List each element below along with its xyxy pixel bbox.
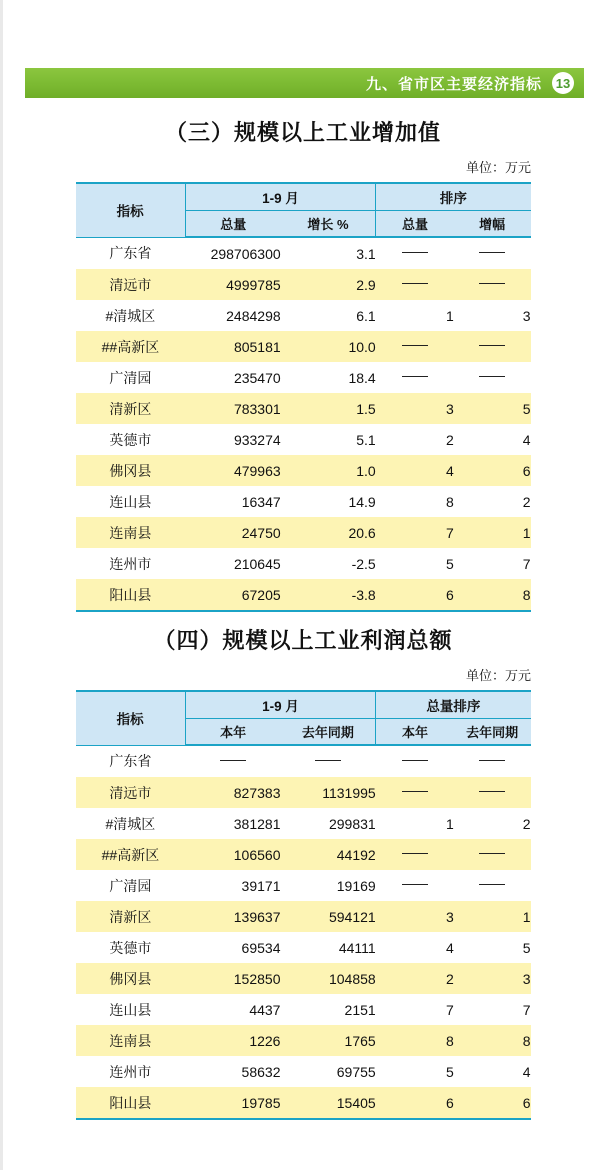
table-cell: 67205 bbox=[185, 579, 280, 611]
table-head-row-top bbox=[76, 691, 531, 719]
empty-dash bbox=[315, 760, 341, 761]
row-label: 佛冈县 bbox=[76, 963, 186, 994]
table-cell: 235470 bbox=[233, 369, 281, 386]
table-cell: 1765 bbox=[280, 1025, 375, 1056]
table-cell: 1 bbox=[454, 517, 531, 548]
table-cell: -2.5 bbox=[351, 555, 376, 572]
table-row bbox=[76, 237, 531, 269]
table-cell: 3 bbox=[376, 393, 454, 424]
table-cell: 5 bbox=[522, 939, 531, 956]
column-header-sub-2: 增长 % bbox=[281, 211, 376, 238]
row-label: 广清园 bbox=[109, 877, 152, 894]
table-row bbox=[76, 870, 531, 901]
section-header-bar bbox=[25, 68, 584, 98]
empty-dash bbox=[479, 853, 505, 854]
column-header-index: 指标 bbox=[76, 183, 186, 237]
table-cell: 3 bbox=[522, 307, 531, 324]
table-cell bbox=[376, 870, 454, 901]
data-table bbox=[76, 690, 531, 1120]
row-label: 清远市 bbox=[76, 777, 186, 808]
row-label: 连南县 bbox=[76, 517, 186, 548]
table-row bbox=[76, 517, 531, 548]
table-head bbox=[76, 183, 531, 237]
row-label: #清城区 bbox=[105, 307, 156, 324]
table-row bbox=[76, 901, 531, 932]
column-group-period: 1-9 月 bbox=[185, 691, 375, 719]
table-cell: 6 bbox=[454, 1087, 531, 1119]
table-cell: 298706300 bbox=[210, 245, 281, 262]
table-cell: 5 bbox=[446, 555, 454, 572]
table-cell: 2484298 bbox=[226, 307, 281, 324]
row-label: ##高新区 bbox=[76, 331, 186, 362]
table-cell: 4437 bbox=[249, 1001, 281, 1018]
table-row bbox=[76, 455, 531, 486]
table-cell: 14.9 bbox=[348, 493, 376, 510]
table-cell: 7 bbox=[522, 555, 531, 572]
header-title: 九、省市区主要经济指标 bbox=[365, 75, 542, 93]
section-title: （四）规模以上工业利润总额 bbox=[153, 628, 453, 653]
table-cell: 2151 bbox=[344, 1001, 376, 1018]
row-label: 广东省 bbox=[109, 245, 152, 262]
table-cell: 933274 bbox=[233, 431, 281, 448]
table-row bbox=[76, 424, 531, 455]
table-cell: 5 bbox=[454, 393, 531, 424]
table-cell: 2.9 bbox=[281, 269, 376, 300]
table-cell: 1 bbox=[454, 901, 531, 932]
table-cell: 8 bbox=[454, 579, 531, 611]
table-cell: 58632 bbox=[241, 1063, 281, 1080]
row-label: 连州市 bbox=[109, 555, 152, 572]
empty-dash bbox=[479, 345, 505, 346]
data-table bbox=[76, 182, 531, 612]
table-cell: 24750 bbox=[185, 517, 280, 548]
table-cell: 805181 bbox=[185, 331, 280, 362]
table-cell: 15405 bbox=[280, 1087, 375, 1119]
table-cell bbox=[376, 362, 454, 393]
table-cell: 18.4 bbox=[348, 369, 376, 386]
table-cell: 6 bbox=[376, 579, 454, 611]
table-row bbox=[76, 1056, 531, 1087]
row-label: #清城区 bbox=[105, 815, 156, 832]
empty-dash bbox=[402, 283, 428, 284]
table-row bbox=[76, 932, 531, 963]
table-cell bbox=[454, 839, 531, 870]
row-label: 连山县 bbox=[109, 1001, 152, 1018]
table-cell bbox=[454, 870, 531, 901]
table-cell: 104858 bbox=[280, 963, 375, 994]
table-cell: 7 bbox=[376, 517, 454, 548]
column-header-sub-2: 去年同期 bbox=[280, 719, 375, 746]
row-label: 英德市 bbox=[109, 939, 152, 956]
empty-dash bbox=[402, 760, 428, 761]
empty-dash bbox=[479, 252, 505, 253]
row-label: 英德市 bbox=[109, 431, 152, 448]
empty-dash bbox=[479, 283, 505, 284]
table-cell bbox=[454, 745, 531, 777]
empty-dash bbox=[402, 252, 428, 253]
table-cell: 299831 bbox=[328, 815, 376, 832]
table-cell: 19785 bbox=[185, 1087, 280, 1119]
table-cell: 44192 bbox=[280, 839, 375, 870]
table-row bbox=[76, 745, 531, 777]
empty-dash bbox=[402, 884, 428, 885]
table-row bbox=[76, 963, 531, 994]
table-cell: 1226 bbox=[185, 1025, 280, 1056]
table-row bbox=[76, 486, 531, 517]
section-industrial-profit-total bbox=[3, 624, 600, 1120]
table-cell: 1.0 bbox=[281, 455, 376, 486]
table-cell: 106560 bbox=[185, 839, 280, 870]
row-label: 清新区 bbox=[76, 393, 186, 424]
table-cell bbox=[454, 269, 531, 300]
table-cell bbox=[376, 269, 454, 300]
row-label: 阳山县 bbox=[76, 1087, 186, 1119]
table-cell: 4 bbox=[522, 431, 531, 448]
row-label: 阳山县 bbox=[76, 579, 186, 611]
page-number-badge: 13 bbox=[552, 72, 574, 94]
row-label: ##高新区 bbox=[76, 839, 186, 870]
table-cell: 2 bbox=[522, 815, 531, 832]
column-group-rank: 总量排序 bbox=[376, 691, 531, 719]
row-label: 清远市 bbox=[76, 269, 186, 300]
table-cell: 2 bbox=[446, 431, 454, 448]
table-cell: 6.1 bbox=[356, 307, 376, 324]
empty-dash bbox=[479, 884, 505, 885]
table-cell: 827383 bbox=[185, 777, 280, 808]
table-cell bbox=[454, 237, 531, 269]
section-title: （三）规模以上工业增加值 bbox=[164, 120, 441, 145]
table-cell bbox=[376, 237, 454, 269]
column-header-sub-4: 去年同期 bbox=[454, 719, 531, 746]
table-row bbox=[76, 548, 531, 579]
table-cell bbox=[454, 362, 531, 393]
table-cell: 39171 bbox=[241, 877, 281, 894]
table-cell: 594121 bbox=[280, 901, 375, 932]
table-cell: 10.0 bbox=[281, 331, 376, 362]
table-cell: 44111 bbox=[338, 939, 376, 956]
table-cell: 20.6 bbox=[281, 517, 376, 548]
column-header-sub-1: 总量 bbox=[185, 211, 280, 238]
table-cell bbox=[454, 331, 531, 362]
table-cell: 3 bbox=[376, 901, 454, 932]
table-cell: 6 bbox=[454, 455, 531, 486]
column-group-rank: 排序 bbox=[376, 183, 531, 211]
table-cell: 4 bbox=[376, 455, 454, 486]
table-row bbox=[76, 777, 531, 808]
table-row bbox=[76, 808, 531, 839]
table-cell: 7 bbox=[446, 1001, 454, 1018]
table-row bbox=[76, 393, 531, 424]
row-label: 佛冈县 bbox=[76, 455, 186, 486]
table-cell: 69534 bbox=[241, 939, 281, 956]
table-row bbox=[76, 331, 531, 362]
table-cell: 1131995 bbox=[280, 777, 375, 808]
table-head bbox=[76, 691, 531, 745]
table-cell bbox=[376, 745, 454, 777]
row-label: 连山县 bbox=[109, 493, 152, 510]
table-cell: 3.1 bbox=[356, 245, 376, 262]
table-cell bbox=[280, 745, 375, 777]
table-row bbox=[76, 579, 531, 611]
table-cell: 783301 bbox=[185, 393, 280, 424]
table-cell bbox=[185, 745, 280, 777]
column-group-period: 1-9 月 bbox=[185, 183, 375, 211]
table-cell: 69755 bbox=[336, 1063, 376, 1080]
section-unit: 单位：万元 bbox=[465, 160, 531, 175]
table-cell: -3.8 bbox=[281, 579, 376, 611]
table-cell: 16347 bbox=[241, 493, 281, 510]
table-row bbox=[76, 1025, 531, 1056]
table-cell: 5.1 bbox=[356, 431, 376, 448]
row-label: 广东省 bbox=[109, 753, 152, 770]
row-label: 广清园 bbox=[109, 369, 152, 386]
table-cell bbox=[376, 839, 454, 870]
row-label: 连州市 bbox=[109, 1063, 152, 1080]
table-cell: 5 bbox=[446, 1063, 454, 1080]
column-header-sub-4: 增幅 bbox=[454, 211, 531, 238]
table-row bbox=[76, 839, 531, 870]
table-cell: 479963 bbox=[185, 455, 280, 486]
table-row bbox=[76, 300, 531, 331]
table-cell: 2 bbox=[522, 493, 531, 510]
table-cell: 152850 bbox=[185, 963, 280, 994]
table-cell: 4 bbox=[446, 939, 454, 956]
table-cell: 1 bbox=[446, 307, 454, 324]
table-cell: 1.5 bbox=[281, 393, 376, 424]
table-cell: 8 bbox=[446, 493, 454, 510]
table-cell: 8 bbox=[376, 1025, 454, 1056]
table-cell: 139637 bbox=[185, 901, 280, 932]
empty-dash bbox=[402, 853, 428, 854]
empty-dash bbox=[479, 791, 505, 792]
table-body bbox=[76, 237, 531, 611]
table-cell: 2 bbox=[376, 963, 454, 994]
table-row bbox=[76, 994, 531, 1025]
table-cell: 4999785 bbox=[185, 269, 280, 300]
table-cell: 7 bbox=[522, 1001, 531, 1018]
empty-dash bbox=[479, 376, 505, 377]
table-cell bbox=[376, 777, 454, 808]
empty-dash bbox=[479, 760, 505, 761]
empty-dash bbox=[402, 376, 428, 377]
table-row bbox=[76, 269, 531, 300]
table-cell: 1 bbox=[446, 815, 454, 832]
column-header-index: 指标 bbox=[76, 691, 186, 745]
empty-dash bbox=[220, 760, 246, 761]
table-head-row-top bbox=[76, 183, 531, 211]
row-label: 清新区 bbox=[76, 901, 186, 932]
column-header-sub-3: 总量 bbox=[376, 211, 454, 238]
column-header-sub-3: 本年 bbox=[376, 719, 454, 746]
empty-dash bbox=[402, 345, 428, 346]
table-row bbox=[76, 362, 531, 393]
table-cell: 381281 bbox=[233, 815, 281, 832]
section-unit: 单位：万元 bbox=[465, 668, 531, 683]
column-header-sub-1: 本年 bbox=[185, 719, 280, 746]
table-cell: 19169 bbox=[336, 877, 376, 894]
table-body bbox=[76, 745, 531, 1119]
empty-dash bbox=[402, 791, 428, 792]
table-cell bbox=[376, 331, 454, 362]
table-cell: 8 bbox=[454, 1025, 531, 1056]
table-cell: 3 bbox=[454, 963, 531, 994]
table-cell: 6 bbox=[376, 1087, 454, 1119]
table-cell: 210645 bbox=[233, 555, 281, 572]
table-cell: 4 bbox=[522, 1063, 531, 1080]
table-row bbox=[76, 1087, 531, 1119]
row-label: 连南县 bbox=[76, 1025, 186, 1056]
table-cell bbox=[454, 777, 531, 808]
section-industrial-added-value bbox=[3, 116, 600, 612]
